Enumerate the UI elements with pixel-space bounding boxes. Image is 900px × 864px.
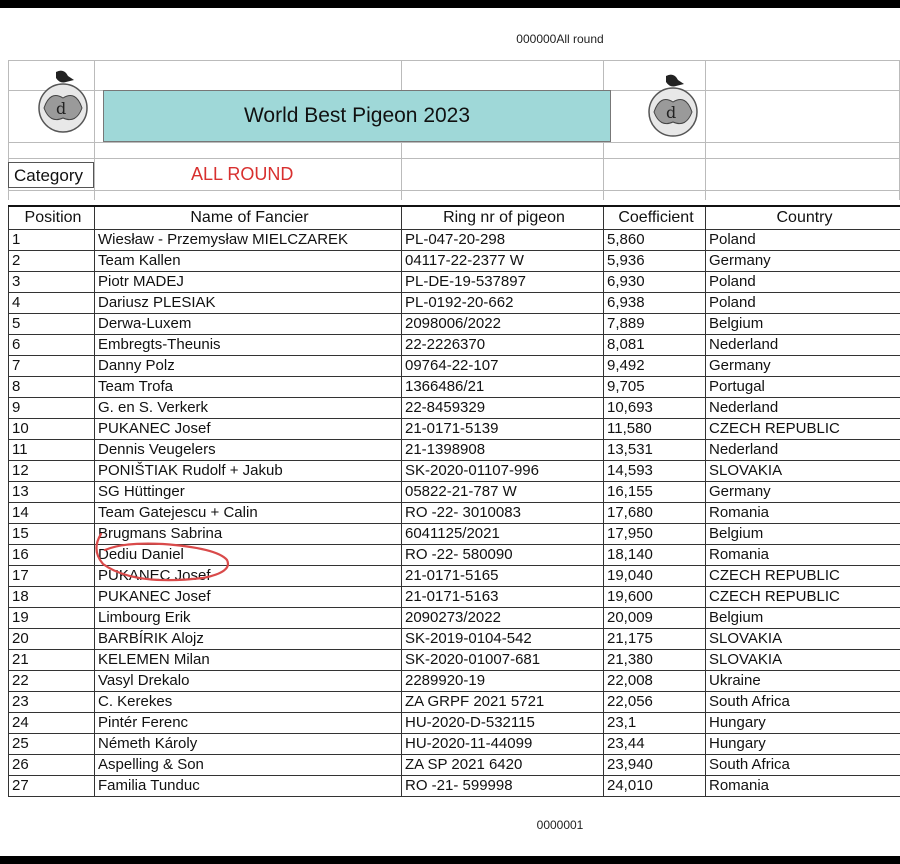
table-row [9,356,900,377]
svg-text:d: d [56,99,67,118]
fancier-cell: Derwa-Luxem [95,314,402,335]
position-cell: 18 [9,587,95,608]
footer-note: 0000001 [536,818,584,832]
ring-cell: 2289920-19 [402,671,604,692]
ring-cell: 2098006/2022 [402,314,604,335]
ring-cell: SK-2020-01107-996 [402,461,604,482]
fancier-cell: KELEMEN Milan [95,650,402,671]
fancier-cell: Team Kallen [95,251,402,272]
country-cell: Belgium [706,608,900,629]
coefficient-cell: 17,950 [604,524,706,545]
country-cell: Germany [706,356,900,377]
coefficient-cell: 21,175 [604,629,706,650]
coefficient-cell: 24,010 [604,776,706,797]
col-country-header: Country [706,206,900,230]
fancier-cell: PONIŠTIAK Rudolf + Jakub [95,461,402,482]
position-cell: 19 [9,608,95,629]
table-row [9,629,900,650]
ring-cell: 2090273/2022 [402,608,604,629]
position-cell: 16 [9,545,95,566]
table-row [9,482,900,503]
country-cell: Portugal [706,377,900,398]
coefficient-cell: 23,940 [604,755,706,776]
position-cell: 6 [9,335,95,356]
ring-cell: RO -21- 599998 [402,776,604,797]
coefficient-cell: 22,056 [604,692,706,713]
fancier-cell: Dediu Daniel [95,545,402,566]
coefficient-cell: 6,938 [604,293,706,314]
ring-cell: 09764-22-107 [402,356,604,377]
position-cell: 15 [9,524,95,545]
country-cell: Nederland [706,440,900,461]
coefficient-cell: 9,492 [604,356,706,377]
table-row [9,461,900,482]
category-value: ALL ROUND [191,164,294,184]
ring-cell: 21-1398908 [402,440,604,461]
ring-cell: 21-0171-5163 [402,587,604,608]
country-cell: Poland [706,293,900,314]
table-row [9,734,900,755]
fancier-cell: G. en S. Verkerk [95,398,402,419]
coefficient-cell: 23,44 [604,734,706,755]
fancier-cell: PUKANEC Josef [95,587,402,608]
country-cell: Poland [706,272,900,293]
ring-cell: 05822-21-787 W [402,482,604,503]
ring-cell: 6041125/2021 [402,524,604,545]
table-row [9,566,900,587]
ring-cell: RO -22- 580090 [402,545,604,566]
ring-cell: HU-2020-D-532115 [402,713,604,734]
fancier-cell: Németh Károly [95,734,402,755]
fancier-cell: Aspelling & Son [95,755,402,776]
fancier-cell: Limbourg Erik [95,608,402,629]
coefficient-cell: 16,155 [604,482,706,503]
coefficient-cell: 14,593 [604,461,706,482]
ring-cell: 22-8459329 [402,398,604,419]
position-cell: 26 [9,755,95,776]
coefficient-cell: 19,040 [604,566,706,587]
ring-cell: 04117-22-2377 W [402,251,604,272]
header-note: 000000All round [516,32,604,46]
position-cell: 25 [9,734,95,755]
page-title: World Best Pigeon 2023 [103,90,611,142]
club-logo-left [30,68,96,134]
ring-cell: PL-DE-19-537897 [402,272,604,293]
table-row [9,524,900,545]
ring-cell: 21-0171-5139 [402,419,604,440]
table-row [9,440,900,461]
table-row [9,293,900,314]
ring-cell: 22-2226370 [402,335,604,356]
coefficient-cell: 19,600 [604,587,706,608]
position-cell: 27 [9,776,95,797]
coefficient-cell: 21,380 [604,650,706,671]
country-cell: South Africa [706,692,900,713]
table-row [9,503,900,524]
position-cell: 7 [9,356,95,377]
coefficient-cell: 22,008 [604,671,706,692]
country-cell: Germany [706,482,900,503]
country-cell: Romania [706,776,900,797]
fancier-cell: Dariusz PLESIAK [95,293,402,314]
country-cell: Germany [706,251,900,272]
coefficient-cell: 5,936 [604,251,706,272]
col-fancier-header: Name of Fancier [95,206,402,230]
fancier-cell: C. Kerekes [95,692,402,713]
country-cell: Nederland [706,335,900,356]
fancier-cell: Embregts-Theunis [95,335,402,356]
country-cell: Nederland [706,398,900,419]
ring-cell: PL-0192-20-662 [402,293,604,314]
country-cell: Poland [706,230,900,251]
coefficient-cell: 11,580 [604,419,706,440]
table-row [9,335,900,356]
fancier-cell: Team Trofa [95,377,402,398]
ring-cell: SK-2020-01007-681 [402,650,604,671]
table-row [9,377,900,398]
ring-cell: 21-0171-5165 [402,566,604,587]
ring-cell: ZA GRPF 2021 5721 [402,692,604,713]
coefficient-cell: 5,860 [604,230,706,251]
position-cell: 20 [9,629,95,650]
coefficient-cell: 23,1 [604,713,706,734]
coefficient-cell: 9,705 [604,377,706,398]
position-cell: 8 [9,377,95,398]
country-cell: CZECH REPUBLIC [706,566,900,587]
table-row [9,650,900,671]
club-logo-right [640,72,706,138]
country-cell: Hungary [706,713,900,734]
col-ring-header: Ring nr of pigeon [402,206,604,230]
fancier-cell: Brugmans Sabrina [95,524,402,545]
table-row [9,671,900,692]
coefficient-cell: 13,531 [604,440,706,461]
position-cell: 14 [9,503,95,524]
country-cell: Romania [706,503,900,524]
coefficient-cell: 8,081 [604,335,706,356]
position-cell: 23 [9,692,95,713]
fancier-cell: PUKANEC Josef [95,419,402,440]
table-row [9,692,900,713]
table-row [9,314,900,335]
position-cell: 12 [9,461,95,482]
table-row [9,776,900,797]
country-cell: CZECH REPUBLIC [706,587,900,608]
position-cell: 22 [9,671,95,692]
position-cell: 2 [9,251,95,272]
fancier-cell: BARBÍRIK Alojz [95,629,402,650]
table-row [9,398,900,419]
document-page [0,8,900,856]
country-cell: SLOVAKIA [706,629,900,650]
col-coefficient-header: Coefficient [604,206,706,230]
ring-cell: SK-2019-0104-542 [402,629,604,650]
country-cell: Ukraine [706,671,900,692]
coefficient-cell: 17,680 [604,503,706,524]
coefficient-cell: 6,930 [604,272,706,293]
ring-cell: HU-2020-11-44099 [402,734,604,755]
coefficient-cell: 10,693 [604,398,706,419]
position-cell: 24 [9,713,95,734]
fancier-cell: Vasyl Drekalo [95,671,402,692]
fancier-cell: Danny Polz [95,356,402,377]
svg-text:d: d [666,103,677,122]
coefficient-cell: 7,889 [604,314,706,335]
fancier-cell: Team Gatejescu + Calin [95,503,402,524]
table-row [9,755,900,776]
fancier-cell: SG Hüttinger [95,482,402,503]
fancier-cell: Pintér Ferenc [95,713,402,734]
position-cell: 4 [9,293,95,314]
ring-cell: 1366486/21 [402,377,604,398]
fancier-cell: Dennis Veugelers [95,440,402,461]
country-cell: South Africa [706,755,900,776]
country-cell: Belgium [706,314,900,335]
fancier-cell: Familia Tunduc [95,776,402,797]
ring-cell: PL-047-20-298 [402,230,604,251]
country-cell: SLOVAKIA [706,650,900,671]
country-cell: Hungary [706,734,900,755]
position-cell: 1 [9,230,95,251]
table-row [9,608,900,629]
country-cell: Belgium [706,524,900,545]
table-row [9,251,900,272]
country-cell: Romania [706,545,900,566]
results-table [8,205,900,797]
ring-cell: RO -22- 3010083 [402,503,604,524]
position-cell: 10 [9,419,95,440]
table-row [9,545,900,566]
table-row [9,587,900,608]
position-cell: 13 [9,482,95,503]
table-body [9,230,900,797]
position-cell: 17 [9,566,95,587]
col-position-header: Position [9,206,95,230]
position-cell: 5 [9,314,95,335]
coefficient-cell: 20,009 [604,608,706,629]
country-cell: SLOVAKIA [706,461,900,482]
fancier-cell: Wiesław - Przemysław MIELCZAREK [95,230,402,251]
table-row [9,230,900,251]
ring-cell: ZA SP 2021 6420 [402,755,604,776]
table-row [9,713,900,734]
fancier-cell: PUKANEC Josef [95,566,402,587]
country-cell: CZECH REPUBLIC [706,419,900,440]
category-label: Category [8,162,94,188]
position-cell: 11 [9,440,95,461]
position-cell: 9 [9,398,95,419]
position-cell: 21 [9,650,95,671]
header-block [8,60,900,200]
table-row [9,272,900,293]
fancier-cell: Piotr MADEJ [95,272,402,293]
position-cell: 3 [9,272,95,293]
table-row [9,419,900,440]
table-header-row [9,206,900,230]
coefficient-cell: 18,140 [604,545,706,566]
